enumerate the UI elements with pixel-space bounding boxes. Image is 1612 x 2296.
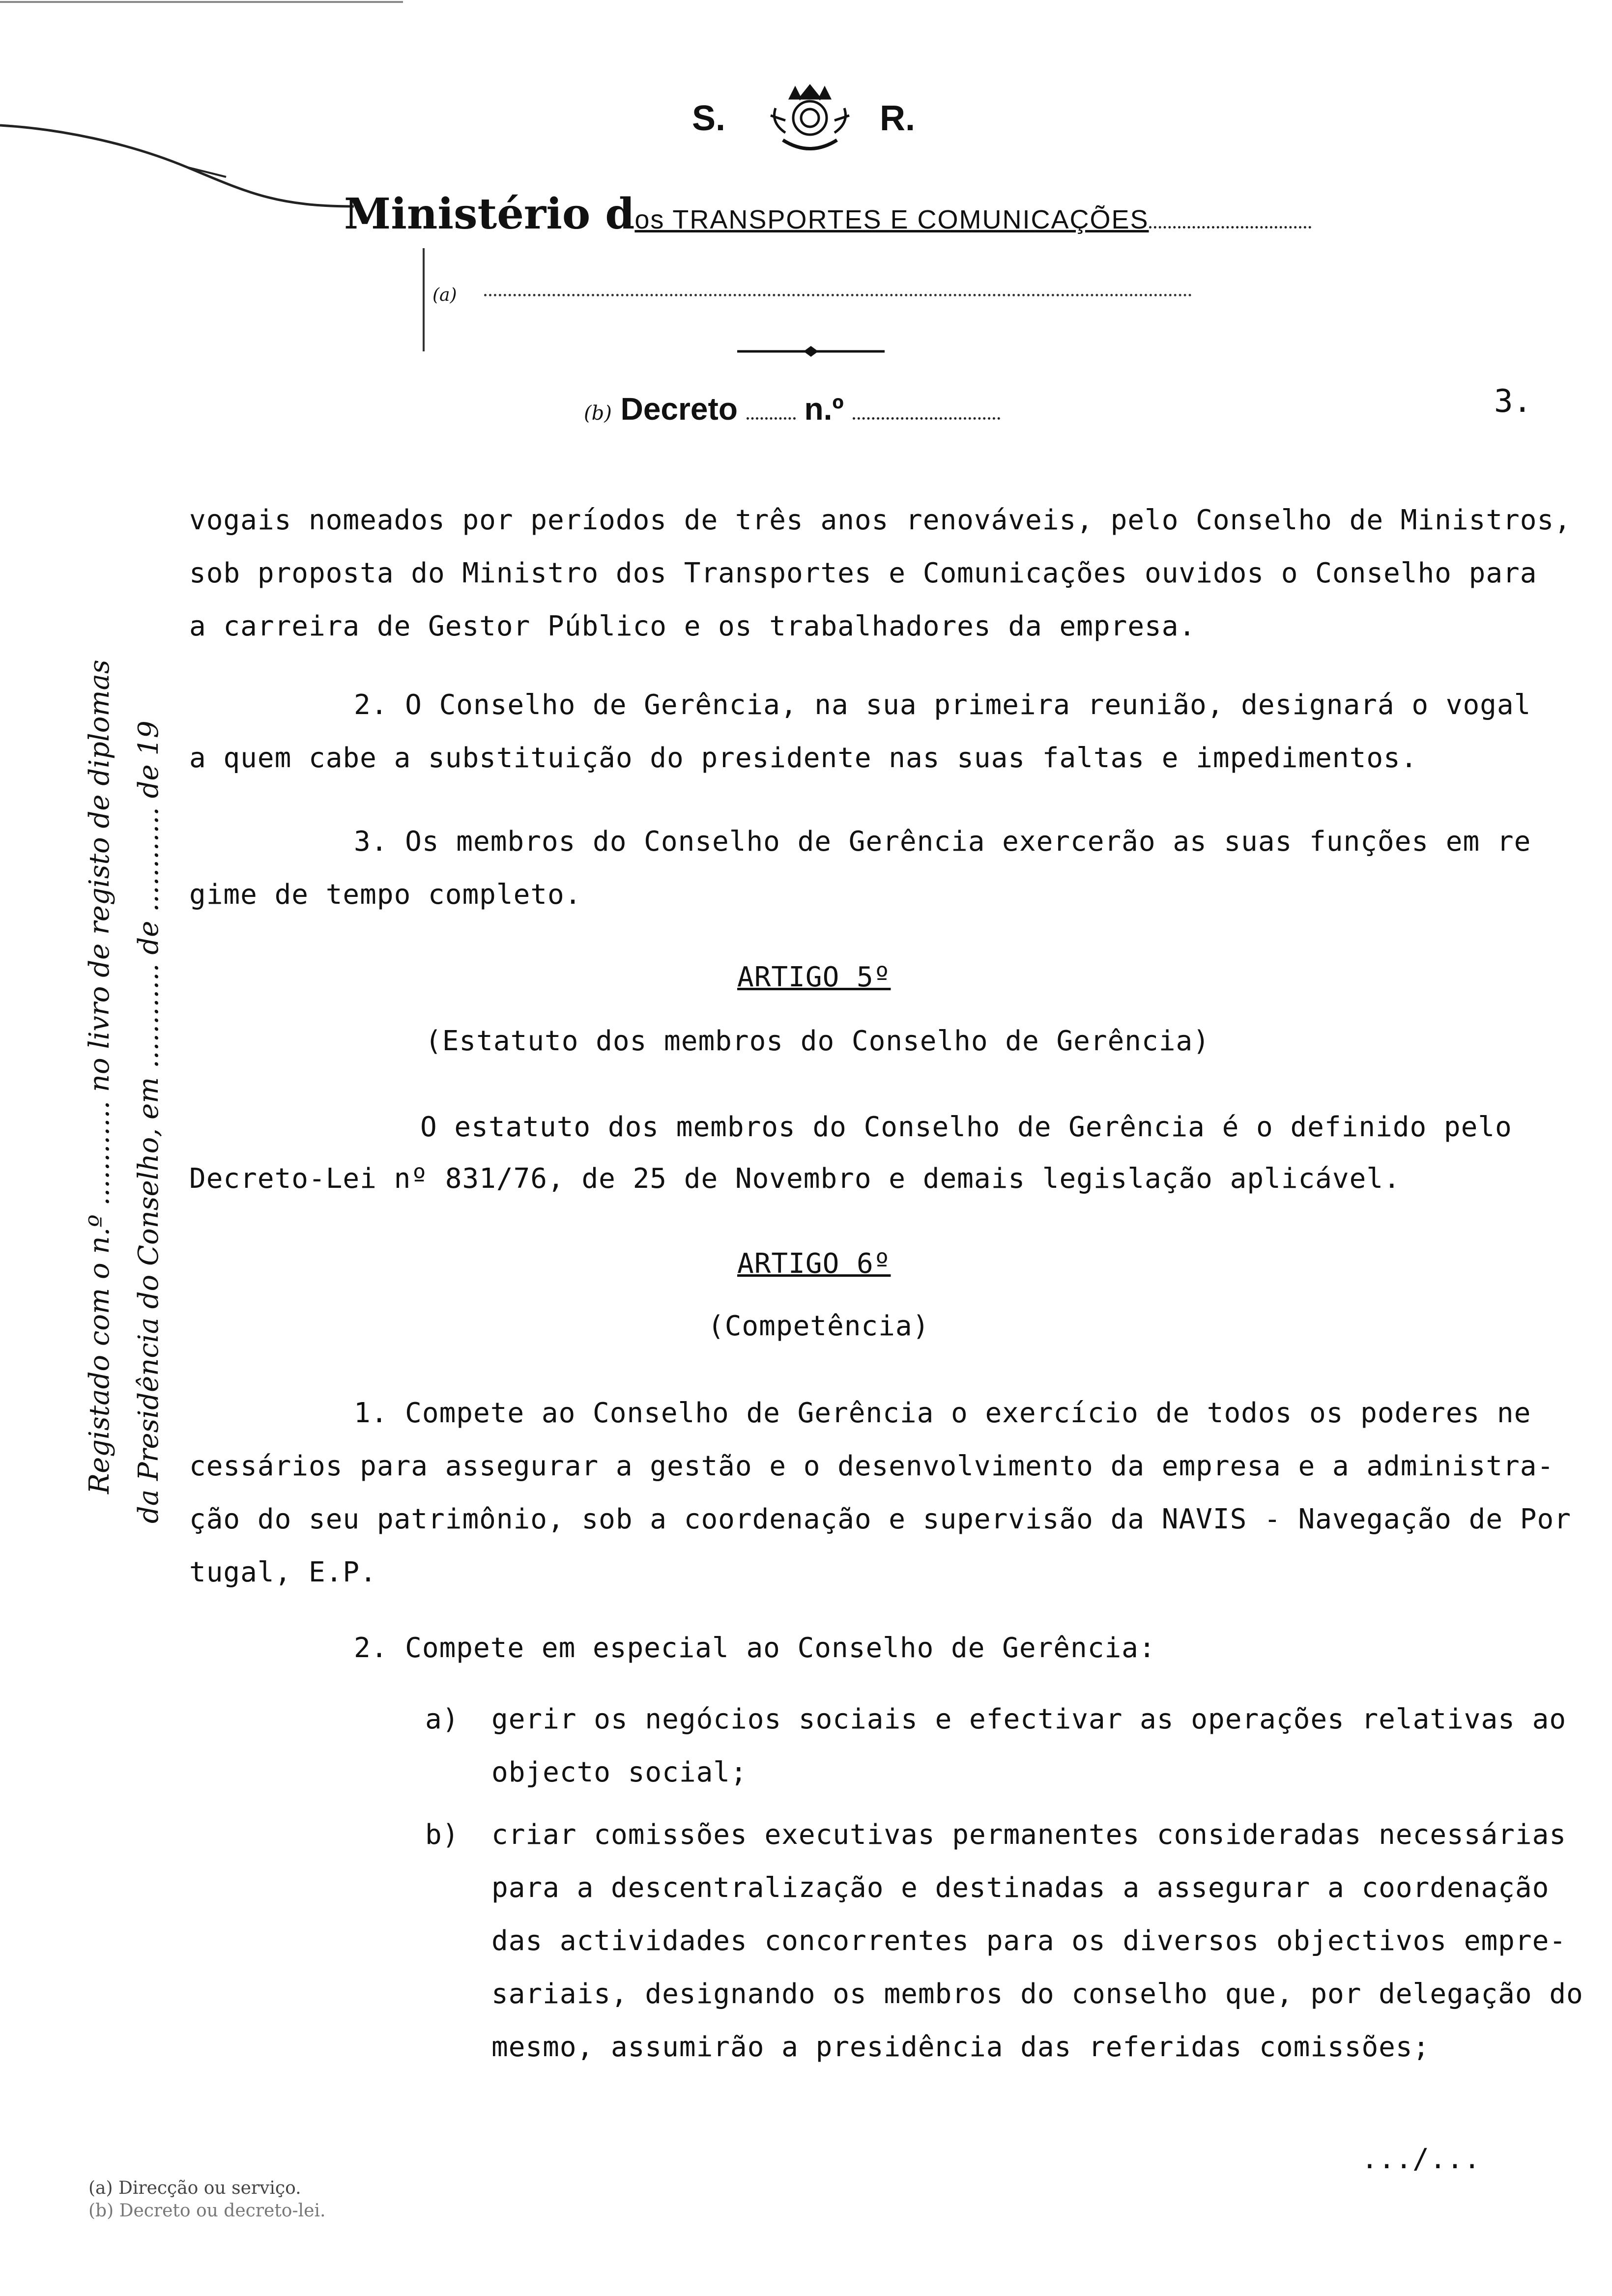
field-a-dotted-line [484,294,1192,296]
article-6-subtitle: (Competência) [708,1310,930,1342]
paragraph-1-line-2: sob proposta do Ministro dos Transportes e Comunicações ouvidos o Conselho para [189,557,1537,589]
decree-number-dots [853,417,1000,420]
ministry-prefix: Ministério d [344,189,635,239]
article-6-p2-intro: 2. Compete em especial ao Conselho de Gerência: [354,1632,1156,1664]
article-6-p1-line-3: ção do seu patrimônio, sob a coordenação e supervisão da NAVIS - Navegação de Por [189,1503,1571,1535]
article-6-heading: ARTIGO 6º [737,1248,891,1280]
header-letter-s: S. [692,99,726,138]
item-a-line-1: gerir os negócios sociais e efectivar as operações relativas ao [491,1703,1567,1735]
footnote-a: (a) Direcção ou serviço. [88,2178,301,2198]
page-number: 3. [1494,383,1532,420]
ministry-name: os TRANSPORTES E COMUNICAÇÕES [634,205,1149,234]
article-6-p1-line-4: tugal, E.P. [189,1556,377,1588]
field-a-label: (a) [432,285,457,305]
paragraph-3-line-1: 3. Os membros do Conselho de Gerência exercerão as suas funções em re [354,826,1531,858]
article-5-heading: ARTIGO 5º [737,961,891,993]
decree-label-b: (b) [584,402,612,425]
margin-rule [423,248,425,351]
decree-type-dots [747,417,796,420]
header-letter-r: R. [880,99,915,138]
paragraph-2-line-1: 2. O Conselho de Gerência, na sua primeira reunião, designará o vogal [354,689,1531,721]
paragraph-1-line-3: a carreira de Gestor Público e os trabalhadores da empresa. [189,610,1196,642]
article-6-p1-line-1: 1. Compete ao Conselho de Gerência o exercício de todos os poderes ne [354,1397,1531,1429]
decree-number-label: n.º [804,391,844,427]
article-5-line-2: Decreto-Lei nº 831/76, de 25 de Novembro e demais legislação aplicável. [189,1163,1401,1195]
decree-word: Decreto [620,391,738,427]
decree-line [584,391,1000,427]
item-a-marker: a) [425,1703,460,1735]
item-b-line-4: sariais, designando os membros do conselho que, por delegação do [491,1978,1583,2010]
footnote-b: (b) Decreto ou decreto-lei. [88,2201,326,2221]
article-5-line-1: O estatuto dos membros do Conselho de Gerência é o definido pelo [420,1111,1512,1143]
item-b-line-3: das actividades concorrentes para os diversos objectivos empre- [491,1925,1567,1957]
item-b-line-2: para a descentralização e destinadas a assegurar a coordenação [491,1872,1550,1904]
ministry-dotted-line [1149,226,1311,229]
paragraph-1-line-1: vogais nomeados por períodos de três anos renováveis, pelo Conselho de Ministros, [189,504,1571,536]
item-a-line-2: objecto social; [491,1756,748,1788]
margin-note-line2: da Presidência do Conselho, em ............ de ............ de 19 [133,720,165,1523]
item-b-marker: b) [425,1819,460,1851]
article-6-p1-line-2: cessários para assegurar a gestão e o desenvolvimento da empresa e a administra- [189,1450,1554,1482]
paragraph-3-line-2: gime de tempo completo. [189,879,582,911]
article-5-subtitle: (Estatuto dos membros do Conselho de Gerência) [425,1025,1210,1057]
continuation-mark: .../... [1361,2143,1481,2175]
header-ornament [737,344,885,359]
coat-of-arms-emblem [761,79,859,157]
paragraph-2-line-2: a quem cabe a substituição do presidente nas suas faltas e impedimentos. [189,742,1418,774]
item-b-line-5: mesmo, assumirão a presidência das referidas comissões; [491,2031,1430,2063]
ministry-line [344,189,1311,239]
item-b-line-1: criar comissões executivas permanentes consideradas necessárias [491,1819,1567,1851]
margin-note-line1: Registado com o n.º ............ no livro de registo de diplomas [84,660,115,1494]
